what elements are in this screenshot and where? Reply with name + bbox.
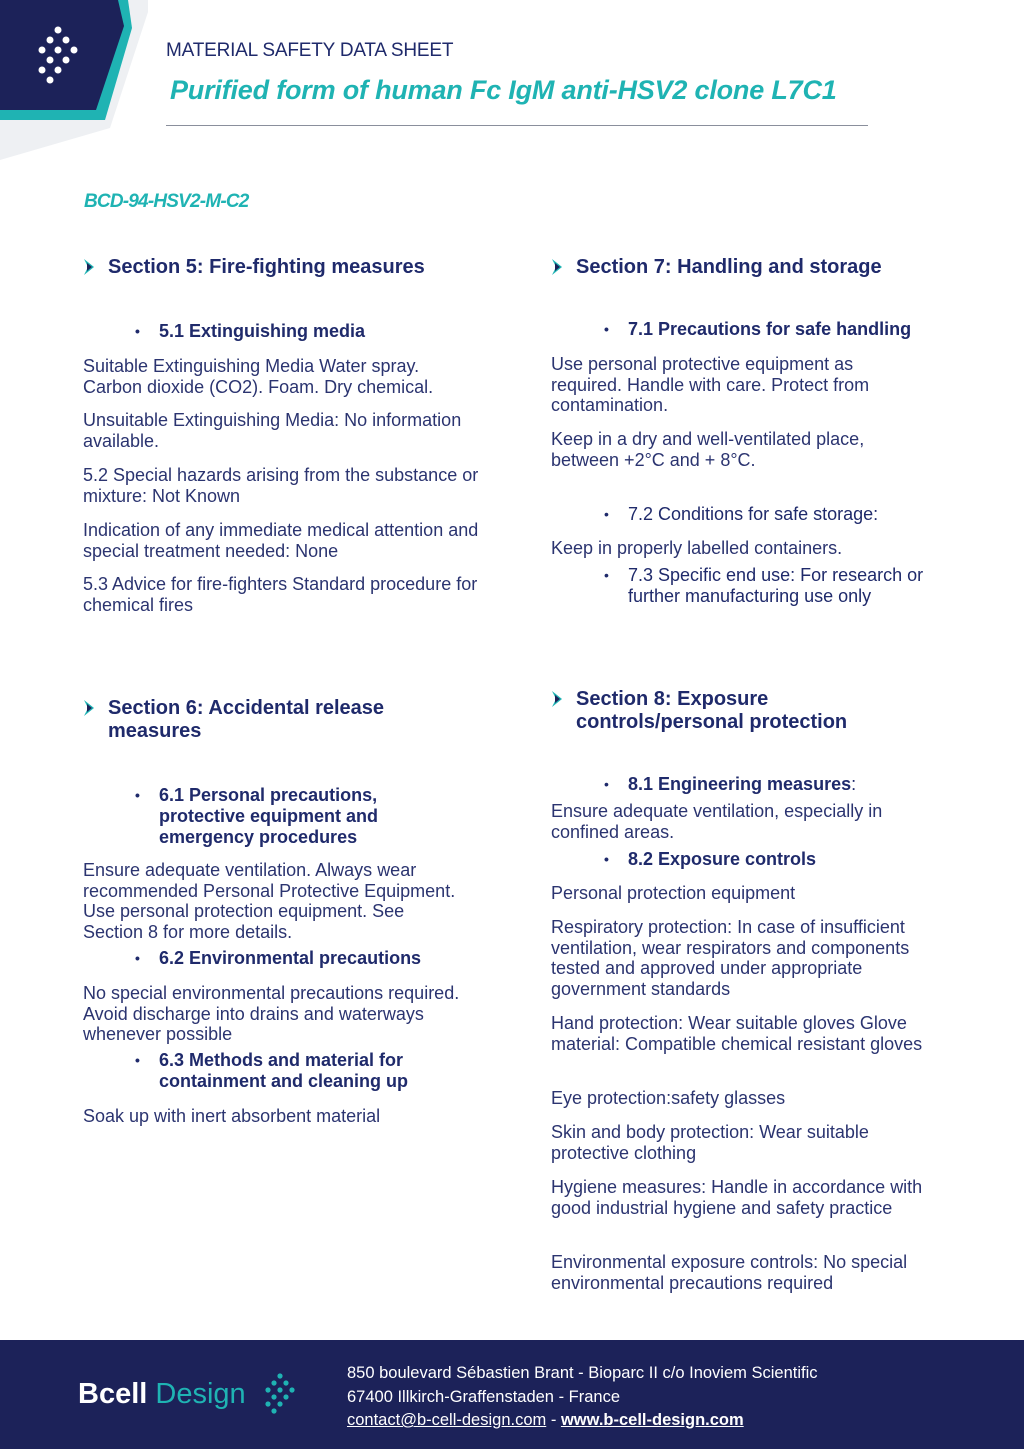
section-arrow-icon bbox=[82, 258, 96, 276]
bullet-6-3: • 6.3 Methods and material for containment and cleaning up bbox=[135, 1050, 409, 1091]
company-logo bbox=[78, 1378, 246, 1411]
corner-logo-graphic bbox=[0, 0, 160, 170]
s5-paragraph-3: 5.2 Special hazards arising from the substance or mixture: Not Known bbox=[83, 465, 479, 506]
link-separator: - bbox=[550, 1411, 557, 1429]
section-arrow-icon bbox=[550, 258, 564, 276]
s6-paragraph-2: No special environmental precautions required. Avoid discharge into drains and waterways whenever possible bbox=[83, 983, 460, 1044]
bullet-6-1-text: 6.1 Personal precautions, protective equipment and emergency procedures bbox=[159, 785, 379, 847]
bullet-7-2-text: 7.2 Conditions for safe storage: bbox=[628, 504, 879, 524]
email-link[interactable]: contact@b-cell-design.com bbox=[347, 1411, 547, 1429]
s8-paragraph-8: Environmental exposure controls: No special environmental precautions required bbox=[551, 1252, 908, 1293]
section-5-title: Section 5: Fire-fighting measures bbox=[108, 256, 425, 278]
section-6-heading bbox=[82, 697, 442, 743]
s5-paragraph-4: Indication of any immediate medical attention and special treatment needed: None bbox=[83, 520, 479, 561]
s8-paragraph-5: Eye protection:safety glasses bbox=[551, 1088, 786, 1108]
s6-paragraph-3: Soak up with inert absorbent material bbox=[83, 1106, 381, 1126]
bullet-8-1-suffix: : bbox=[851, 774, 857, 794]
footer-address-line-2: 67400 Illkirch-Graffenstaden - France bbox=[347, 1388, 620, 1406]
website-link[interactable]: www.b-cell-design.com bbox=[560, 1411, 744, 1429]
document-type-label: MATERIAL SAFETY DATA SHEET bbox=[166, 40, 454, 61]
bullet-7-2: • 7.2 Conditions for safe storage: bbox=[604, 504, 879, 524]
s7-paragraph-1: Use personal protective equipment as required. Handle with care. Protect from contamination. bbox=[551, 354, 870, 415]
s8-paragraph-3: Respiratory protection: In case of insufficient ventilation, wear respirators and components tested and approved under appropriate government standards bbox=[551, 917, 910, 999]
bullet-8-2-text: 8.2 Exposure controls bbox=[628, 849, 817, 869]
header-divider bbox=[166, 125, 868, 126]
footer-contact-line bbox=[347, 1411, 744, 1430]
s7-paragraph-3: Keep in properly labelled containers. bbox=[551, 538, 843, 558]
section-7-title: Section 7: Handling and storage bbox=[576, 256, 882, 278]
s8-paragraph-6: Skin and body protection: Wear suitable protective clothing bbox=[551, 1122, 869, 1163]
bullet-7-1: • 7.1 Precautions for safe handling bbox=[604, 319, 912, 339]
bullet-7-1-text: 7.1 Precautions for safe handling bbox=[628, 319, 912, 339]
bullet-8-2: • 8.2 Exposure controls bbox=[604, 849, 817, 869]
s8-paragraph-4: Hand protection: Wear suitable gloves Glove material: Compatible chemical resistant gloves bbox=[551, 1013, 923, 1054]
bullet-6-2: • 6.2 Environmental precautions bbox=[135, 948, 422, 968]
s5-paragraph-1: Suitable Extinguishing Media Water spray. Carbon dioxide (CO2). Foam. Dry chemical. bbox=[83, 356, 434, 397]
s7-paragraph-2: Keep in a dry and well-ventilated place, between +2°C and + 8°C. bbox=[551, 429, 865, 470]
footer bbox=[0, 1340, 1024, 1449]
bullet-7-3: • 7.3 Specific end use: For research or further manufacturing use only bbox=[604, 565, 924, 606]
section-7-heading bbox=[550, 256, 970, 279]
section-5-heading bbox=[82, 256, 502, 279]
logo-dots-icon bbox=[262, 1372, 298, 1418]
product-code: BCD-94-HSV2-M-C2 bbox=[84, 191, 249, 212]
logo-text-bold: Bcell bbox=[78, 1378, 148, 1410]
bullet-6-2-text: 6.2 Environmental precautions bbox=[159, 948, 422, 968]
section-arrow-icon bbox=[82, 699, 96, 717]
bullet-6-3-text: 6.3 Methods and material for containment and cleaning up bbox=[159, 1050, 409, 1091]
s8-paragraph-1: Ensure adequate ventilation, especially in confined areas. bbox=[551, 801, 883, 842]
section-6-title: Section 6: Accidental release measures bbox=[108, 697, 385, 742]
logo-text-design: Design bbox=[155, 1378, 246, 1410]
bullet-6-1: • 6.1 Personal precautions, protective equipment and emergency procedures bbox=[135, 785, 379, 847]
footer-address-line-1: 850 boulevard Sébastien Brant - Bioparc II c/o Inoviem Scientific bbox=[347, 1364, 818, 1382]
s6-paragraph-1: Ensure adequate ventilation. Always wear recommended Personal Protective Equipment. Use personal protection equipment. See Section 8 for more details. bbox=[83, 860, 456, 942]
section-8-heading bbox=[550, 688, 910, 734]
s5-paragraph-5: 5.3 Advice for fire-fighters Standard procedure for chemical fires bbox=[83, 574, 478, 615]
bullet-5-1: • 5.1 Extinguishing media bbox=[135, 321, 366, 341]
bullet-8-1: • 8.1 Engineering measures: bbox=[604, 774, 857, 794]
s8-paragraph-7: Hygiene measures: Handle in accordance with good industrial hygiene and safety practice bbox=[551, 1177, 923, 1218]
bullet-8-1-text: 8.1 Engineering measures bbox=[628, 774, 852, 794]
bullet-5-1-text: 5.1 Extinguishing media bbox=[159, 321, 366, 341]
section-8-title: Section 8: Exposure controls/personal protection bbox=[576, 688, 848, 733]
s5-paragraph-2: Unsuitable Extinguishing Media: No information available. bbox=[83, 410, 462, 451]
section-arrow-icon bbox=[550, 690, 564, 708]
s8-paragraph-2: Personal protection equipment bbox=[551, 883, 796, 903]
bullet-7-3-text: 7.3 Specific end use: For research or further manufacturing use only bbox=[628, 565, 924, 606]
document-title: Purified form of human Fc IgM anti-HSV2 clone L7C1 bbox=[170, 75, 837, 105]
